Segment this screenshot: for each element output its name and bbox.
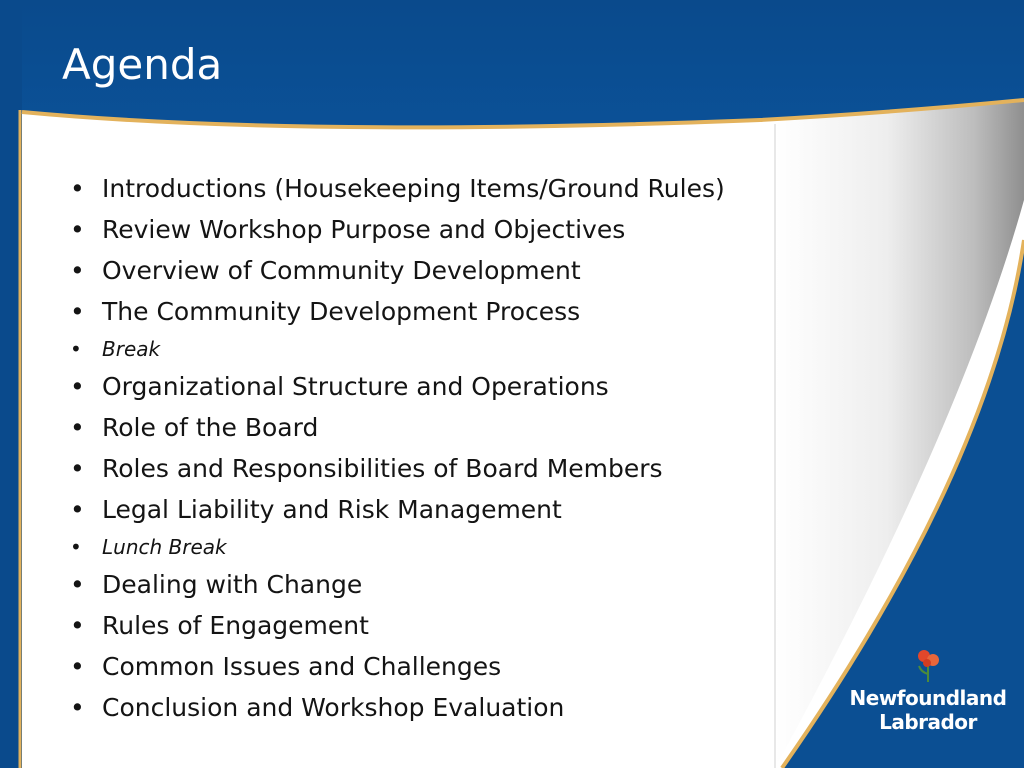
agenda-item: • Review Workshop Purpose and Objectives [70,209,830,250]
agenda-item: • Legal Liability and Risk Management [70,489,830,530]
agenda-item: • The Community Development Process [70,291,830,332]
agenda-item: • Dealing with Change [70,564,830,605]
agenda-list [70,168,830,728]
slide-title: Agenda [62,40,223,89]
logo-line-2: Labrador [879,710,977,734]
agenda-item: • Introductions (Housekeeping Items/Ground Rules) [70,168,830,209]
agenda-item: • Common Issues and Challenges [70,646,830,687]
agenda-item-break: • Lunch Break [70,530,830,564]
logo-line-1: Newfoundland [849,686,1007,710]
agenda-item: • Conclusion and Workshop Evaluation [70,687,830,728]
newfoundland-labrador-logo [848,648,1008,734]
agenda-item: • Rules of Engagement [70,605,830,646]
agenda-item-break: • Break [70,332,830,366]
agenda-item: • Role of the Board [70,407,830,448]
agenda-item: • Organizational Structure and Operations [70,366,830,407]
pitcher-plant-flower-icon [913,648,943,682]
agenda-item: • Roles and Responsibilities of Board Members [70,448,830,489]
agenda-item: • Overview of Community Development [70,250,830,291]
